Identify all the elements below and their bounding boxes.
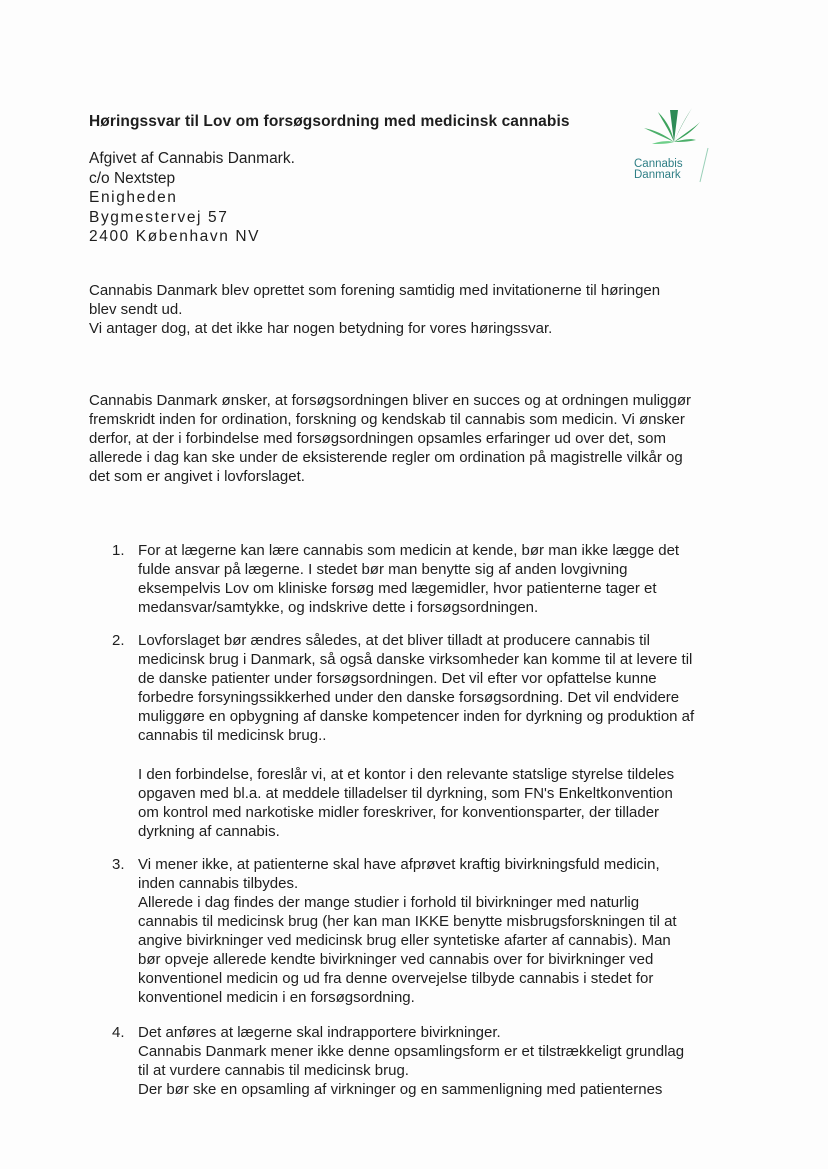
list-number: 2.	[112, 632, 125, 649]
logo-text: Cannabis Danmark	[634, 158, 683, 181]
list-number: 4.	[112, 1024, 125, 1041]
sender-address	[89, 149, 295, 247]
list-number: 1.	[112, 542, 125, 559]
address-line: 2400 København NV	[89, 228, 261, 245]
list-item: 4. Det anføres at lægerne skal indrapportere bivirkninger. Cannabis Danmark mener ikke denne opsamlingsform er et tilstrækkeligt grundlag til at vurdere cannabis til medicinsk brug. Der bør ske en opsamling af virkninger og en sammenligning med patienternes	[112, 1024, 685, 1098]
list-item: 1. For at lægerne kan lære cannabis som medicin at kende, bør man ikke lægge det fulde ansvar på lægerne. I stedet bør man benytte sig af anden lovgivning eksempelvis Lov om kliniske forsøg med lægemidler, hvor patienterne tager et medansvar/samtykke, og indskrive dette i forsøgsordningen.	[112, 542, 680, 616]
body-paragraph: Cannabis Danmark ønsker, at forsøgsordningen bliver en succes og at ordningen muliggør fremskridt inden for ordination, forskning og kendskab til cannabis som medicin. Vi ønsker derfor, at der i forbindelse med forsøgsordningen opsamles erfaringer ud over det, som allerede i dag kan ske under de eksisterende regler om ordination på magistrelle vilkår og det som er angivet i lovforslaget.	[89, 392, 691, 485]
list-item: 3. Vi mener ikke, at patienterne skal have afprøvet kraftig bivirkningsfuld medicin, inden cannabis tilbydes. Allerede i dag findes der mange studier i forhold til bivirkninger med naturlig cannabis til medicinsk brug (her kan man IKKE benytte misbrugsforskningen til at angive bivirkninger ved medicinsk brug eller syntetiske afarter af cannabis). Man bør opveje allerede kendte bivirkninger ved cannabis over for bivirkninger ved konventionel medicin og ud fra denne overvejelse tilbyde cannabis i stedet for konventionel medicin i en forsøgsordning.	[112, 856, 677, 1006]
address-line: Bygmestervej 57	[89, 208, 229, 226]
address-line: Afgivet af Cannabis Danmark.	[89, 150, 295, 167]
document-title: Høringssvar til Lov om forsøgsordning med medicinsk cannabis	[89, 113, 570, 130]
list-number: 3.	[112, 856, 125, 873]
list-item: 2. Lovforslaget bør ændres således, at det bliver tilladt at producere cannabis til medicinsk brug i Danmark, så også danske virksomheder kan komme til at levere til de danske patienter under forsøgsordningen. Det vil efter vor opfattelse kunne forbedre forsyningssikkerhed under den danske forsøgsordning. Det vil endvidere muliggøre en opbygning af danske kompetencer inden for dyrkning og produktion af cannabis til medicinsk brug..	[112, 632, 695, 744]
address-line: Enigheden	[89, 189, 178, 206]
intro-paragraph: Cannabis Danmark blev oprettet som forening samtidig med invitationerne til høringen blev sendt ud. Vi antager dog, at det ikke har nogen betydning for vores høringssvar.	[89, 282, 661, 337]
list-item-continuation: I den forbindelse, foreslår vi, at et kontor i den relevante statslige styrelse tildeles opgaven med bl.a. at meddele tilladelser til dyrkning, som FN's Enkeltkonvention om kontrol med narkotiske midler foreskriver, for konventionsparter, der tillader dyrkning af cannabis.	[138, 766, 675, 840]
address-line: c/o Nextstep	[89, 169, 176, 187]
